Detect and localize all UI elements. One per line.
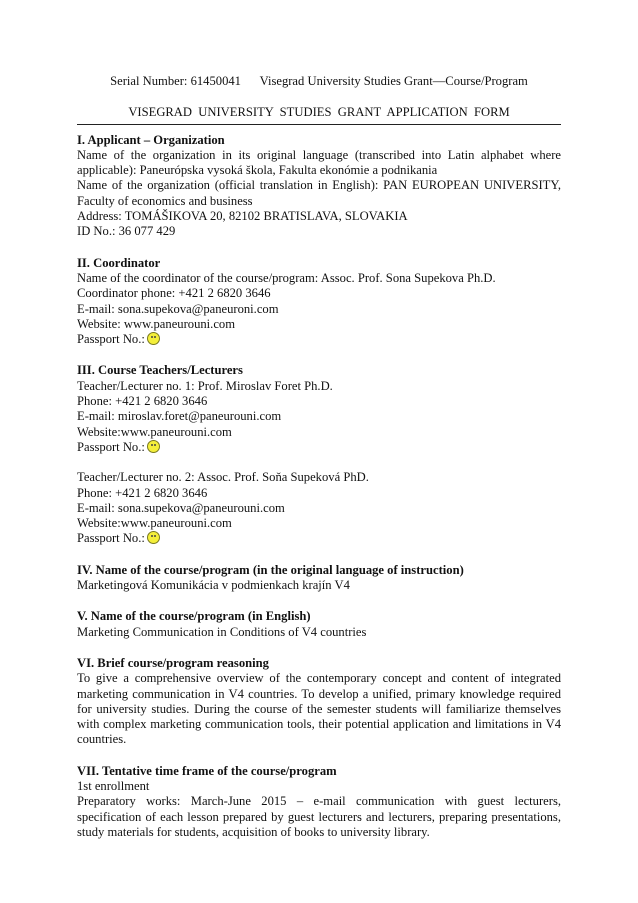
section-heading: I. Applicant – Organization xyxy=(77,132,225,147)
organization-address: Address: TOMÁŠIKOVA 20, 82102 BRATISLAVA, SLOVAKIA xyxy=(77,209,408,224)
time-frame-text: Preparatory works: March-June 2015 – e-mail communication with guest lecturers, specification of each lesson prepared by guest lecturers and lecturers, preparing presentations, study materials for students, acquisition of books to university library. xyxy=(77,794,561,839)
coordinator-passport xyxy=(77,332,561,347)
passport-label: Passport No.: xyxy=(77,439,145,454)
section-applicant xyxy=(77,133,561,240)
section-heading: III. Course Teachers/Lecturers xyxy=(77,363,243,378)
organization-name-english: Name of the organization (official translation in English): PAN EUROPEAN UNIVERSITY, Faculty of economics and business xyxy=(77,178,561,208)
section-teachers xyxy=(77,363,561,546)
section-coordinator xyxy=(77,256,561,348)
section-heading: II. Coordinator xyxy=(77,255,161,270)
section-course-name-original xyxy=(77,563,561,594)
section-heading: IV. Name of the course/program (in the original language of instruction) xyxy=(77,562,464,577)
coordinator-name: Name of the coordinator of the course/program: Assoc. Prof. Sona Supekova Ph.D. xyxy=(77,270,496,285)
teacher1-passport xyxy=(77,440,561,455)
teacher1-name: Teacher/Lecturer no. 1: Prof. Miroslav Foret Ph.D. xyxy=(77,378,333,393)
spacer xyxy=(77,455,561,470)
organization-name-original: Name of the organization in its original language (transcribed into Latin alphabet where applicable): Paneurópska vysoká škola, Fakulta ekonómie a podnikania xyxy=(77,147,561,178)
teacher2-passport xyxy=(77,531,561,546)
course-name-english: Marketing Communication in Conditions of V4 countries xyxy=(77,624,367,639)
coordinator-email: E-mail: sona.supekova@paneuroni.com xyxy=(77,301,279,316)
section-course-name-english xyxy=(77,609,561,640)
enrollment-label: 1st enrollment xyxy=(77,778,150,793)
passport-label: Passport No.: xyxy=(77,531,145,546)
teacher1-phone: Phone: +421 2 6820 3646 xyxy=(77,394,208,409)
smiley-icon xyxy=(147,440,160,453)
form-title: VISEGRAD UNIVERSITY STUDIES GRANT APPLICATION FORM xyxy=(77,105,561,124)
document-page xyxy=(77,70,561,840)
organization-id: ID No.: 36 077 429 xyxy=(77,224,176,239)
serial-number-line: Serial Number: 61450041 Visegrad University Studies Grant—Course/Program xyxy=(110,74,528,88)
teacher2-phone: Phone: +421 2 6820 3646 xyxy=(77,485,208,500)
coordinator-phone: Coordinator phone: +421 2 6820 3646 xyxy=(77,286,271,301)
coordinator-website: Website: www.paneurouni.com xyxy=(77,316,235,331)
section-heading: V. Name of the course/program (in English) xyxy=(77,609,311,624)
teacher1-email: E-mail: miroslav.foret@paneurouni.com xyxy=(77,409,282,424)
teacher1-website: Website:www.paneurouni.com xyxy=(77,424,232,439)
section-heading: VI. Brief course/program reasoning xyxy=(77,655,269,670)
smiley-icon xyxy=(147,332,160,345)
course-name-original: Marketingová Komunikácia v podmienkach krajín V4 xyxy=(77,578,350,593)
smiley-icon xyxy=(147,531,160,544)
teacher2-name: Teacher/Lecturer no. 2: Assoc. Prof. Soňa Supeková PhD. xyxy=(77,470,369,485)
teacher2-email: E-mail: sona.supekova@paneurouni.com xyxy=(77,500,285,515)
teacher2-website: Website:www.paneurouni.com xyxy=(77,516,232,531)
passport-label: Passport No.: xyxy=(77,332,145,347)
section-heading: VII. Tentative time frame of the course/program xyxy=(77,763,337,778)
course-reasoning-text: To give a comprehensive overview of the contemporary concept and content of integrated marketing communication in V4 countries. To develop a unified, primary knowledge required for university studies. During the course of the semester students will familiarize themselves with complex marketing communication tools, their potential application and limitations in V4 countries. xyxy=(77,671,561,747)
section-course-reasoning xyxy=(77,656,561,748)
section-time-frame xyxy=(77,764,561,840)
